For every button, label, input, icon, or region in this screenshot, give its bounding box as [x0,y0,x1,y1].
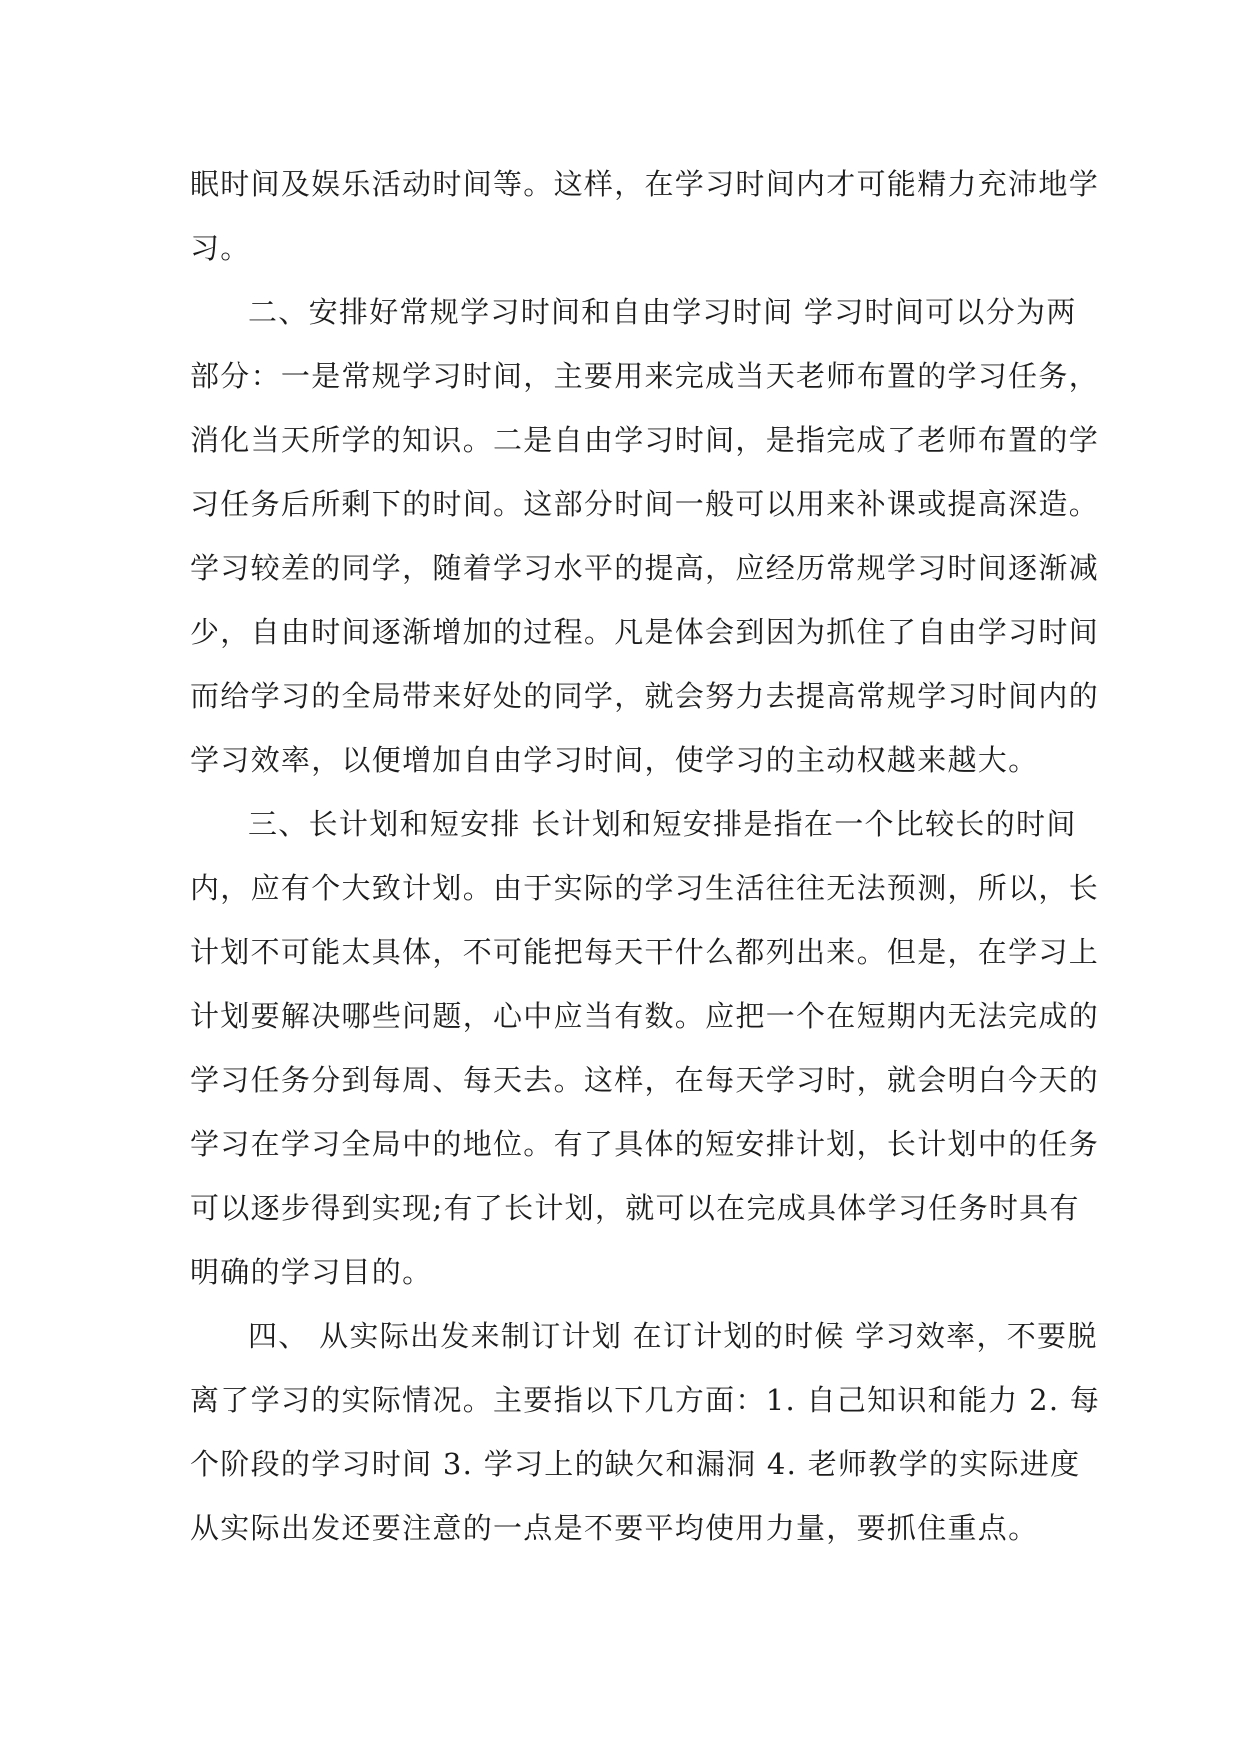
text-line: 眠时间及娱乐活动时间等。这样，在学习时间内才可能精力充沛地学 [190,167,1100,201]
text-line: 二、安排好常规学习时间和自由学习时间 学习时间可以分为两 [248,295,1077,329]
paragraph-2 [190,280,1100,792]
paragraph-4 [190,1304,1101,1560]
text-line: 少，自由时间逐渐增加的过程。凡是体会到因为抓住了自由学习时间 [190,615,1100,649]
text-line: 从实际出发还要注意的一点是不要平均使用力量，要抓住重点。 [190,1511,1039,1545]
text-line: 离了学习的实际情况。主要指以下几方面：1. 自己知识和能力 2. 每 [190,1383,1101,1417]
text-line: 计划要解决哪些问题，心中应当有数。应把一个在短期内无法完成的 [190,999,1100,1033]
paragraph-3 [190,792,1100,1304]
text-line: 学习在学习全局中的地位。有了具体的短安排计划，长计划中的任务 [190,1127,1100,1161]
text-line: 学习效率，以便增加自由学习时间，使学习的主动权越来越大。 [190,743,1039,777]
text-line: 可以逐步得到实现;有了长计划，就可以在完成具体学习任务时具有 [190,1191,1080,1225]
text-line: 内，应有个大致计划。由于实际的学习生活往往无法预测，所以，长 [190,871,1100,905]
text-line: 三、长计划和短安排 长计划和短安排是指在一个比较长的时间 [248,807,1077,841]
text-line: 消化当天所学的知识。二是自由学习时间，是指完成了老师布置的学 [190,423,1100,457]
text-line: 学习任务分到每周、每天去。这样，在每天学习时，就会明白今天的 [190,1063,1100,1097]
document-body [190,152,1101,1560]
text-line: 计划不可能太具体，不可能把每天干什么都列出来。但是，在学习上 [190,935,1100,969]
text-line: 部分：一是常规学习时间，主要用来完成当天老师布置的学习任务， [190,359,1100,393]
text-line: 学习较差的同学，随着学习水平的提高，应经历常规学习时间逐渐减 [190,551,1100,585]
paragraph-1 [190,152,1100,280]
text-line: 习任务后所剩下的时间。这部分时间一般可以用来补课或提高深造。 [190,487,1100,521]
text-line: 而给学习的全局带来好处的同学，就会努力去提高常规学习时间内的 [190,679,1100,713]
text-line: 习。 [190,231,251,265]
text-line: 个阶段的学习时间 3. 学习上的缺欠和漏洞 4. 老师教学的实际进度 [190,1447,1081,1481]
text-line: 明确的学习目的。 [190,1255,433,1289]
text-line: 四、 从实际出发来制订计划 在订计划的时候 学习效率，不要脱 [248,1319,1098,1353]
